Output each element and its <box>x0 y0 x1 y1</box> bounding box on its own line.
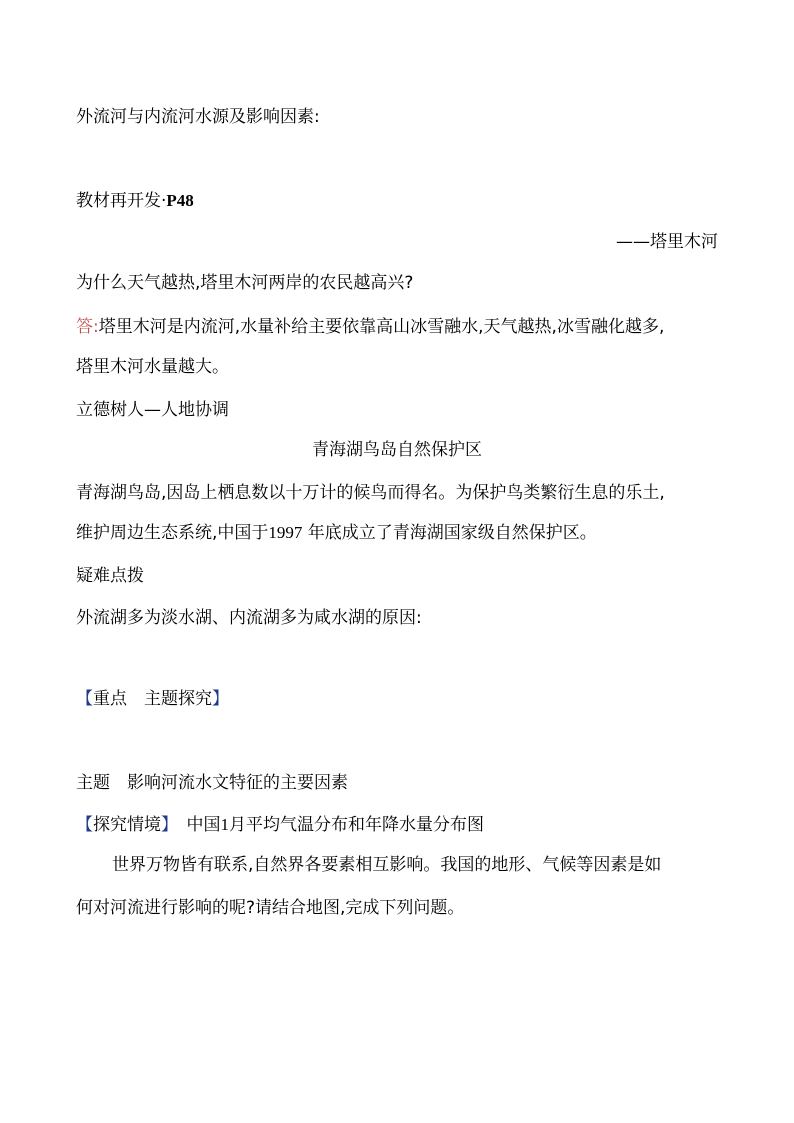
answer-text-1: 塔里木河是内流河,水量补给主要依靠高山冰雪融水,天气越热,冰雪融化越多, <box>98 317 665 337</box>
reserve-year: 1997 <box>268 523 303 542</box>
reserve-text-b: 年底成立了青海湖国家级自然保护区。 <box>302 523 597 543</box>
scenario-bracket-close: 】 <box>161 815 170 835</box>
section-yinan-dianbo: 疑难点拨 <box>76 566 144 586</box>
attribution: ——塔里木河 <box>616 232 718 252</box>
reserve-paragraph-line-1: 青海湖鸟岛,因岛上栖息数以十万计的候鸟而得名。为保护鸟类繁衍生息的乐土, <box>76 483 665 503</box>
reserve-paragraph-line-2 <box>76 521 597 545</box>
textbook-page: P48 <box>166 191 194 210</box>
reserve-title: 青海湖鸟岛自然保护区 <box>312 440 482 460</box>
answer-label: 答: <box>76 317 99 337</box>
question-text: 为什么天气越热,塔里木河两岸的农民越高兴? <box>76 273 414 293</box>
scenario-title-a: 中国 <box>169 815 221 835</box>
topic-heading: 主题 影响河流水文特征的主要因素 <box>76 773 348 793</box>
answer-line-1 <box>76 315 664 339</box>
textbook-label: 教材再开发· <box>76 191 167 211</box>
scenario-title-num: 1 <box>220 815 229 834</box>
key-bracket-close: 】 <box>212 689 229 709</box>
lake-reason-question: 外流湖多为淡水湖、内流湖多为咸水湖的原因: <box>76 608 422 628</box>
reserve-text-a: 维护周边生态系统,中国于 <box>76 523 269 543</box>
answer-line-2: 塔里木河水量越大。 <box>76 357 229 377</box>
scenario-label: 探究情境 <box>93 815 161 835</box>
key-section-text: 重点 主题探究 <box>93 689 212 709</box>
scenario-heading <box>76 813 484 837</box>
scenario-paragraph-line-2: 何对河流进行影响的呢?请结合地图,完成下列问题。 <box>76 898 465 918</box>
textbook-redevelopment-heading <box>76 189 194 213</box>
scenario-paragraph-line-1: 世界万物皆有联系,自然界各要素相互影响。我国的地形、气候等因素是如 <box>112 855 662 875</box>
scenario-bracket-open: 【 <box>76 815 93 835</box>
key-bracket-open: 【 <box>76 689 93 709</box>
key-section-heading <box>76 687 229 711</box>
line-river-water-source: 外流河与内流河水源及影响因素: <box>76 107 320 127</box>
scenario-title-b: 月平均气温分布和年降水量分布图 <box>229 815 484 835</box>
section-lide-shuren: 立德树人—人地协调 <box>76 400 229 420</box>
